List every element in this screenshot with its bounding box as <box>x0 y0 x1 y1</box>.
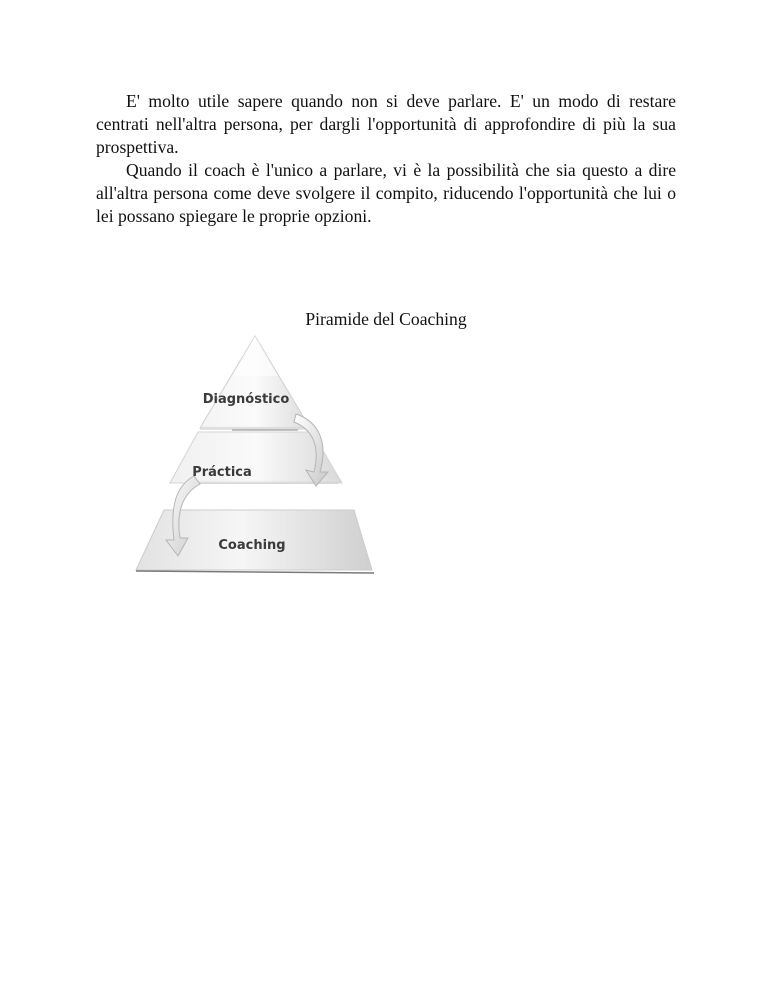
pyramid-label-top: Diagnóstico <box>202 392 290 407</box>
paragraph-1: E' molto utile sapere quando non si deve parlare. E' un modo di restare centrati nell'altra persona, per dargli l'opportunità di approfondire di più la sua prospettiva. <box>96 91 676 157</box>
pyramid-label-middle: Práctica <box>192 465 252 480</box>
paragraph-2: Quando il coach è l'unico a parlare, vi è la possibilità che sia questo a dire all'altra persona come deve svolgere il compito, riducendo l'opportunità che lui o lei possano spiegare le proprie opzioni. <box>96 160 676 226</box>
coaching-pyramid-figure <box>128 326 382 580</box>
body-text <box>96 90 676 228</box>
pyramid-level-top <box>200 336 310 430</box>
pyramid-label-bottom: Coaching <box>218 538 286 553</box>
figure-title: Piramide del Coaching <box>305 309 467 329</box>
